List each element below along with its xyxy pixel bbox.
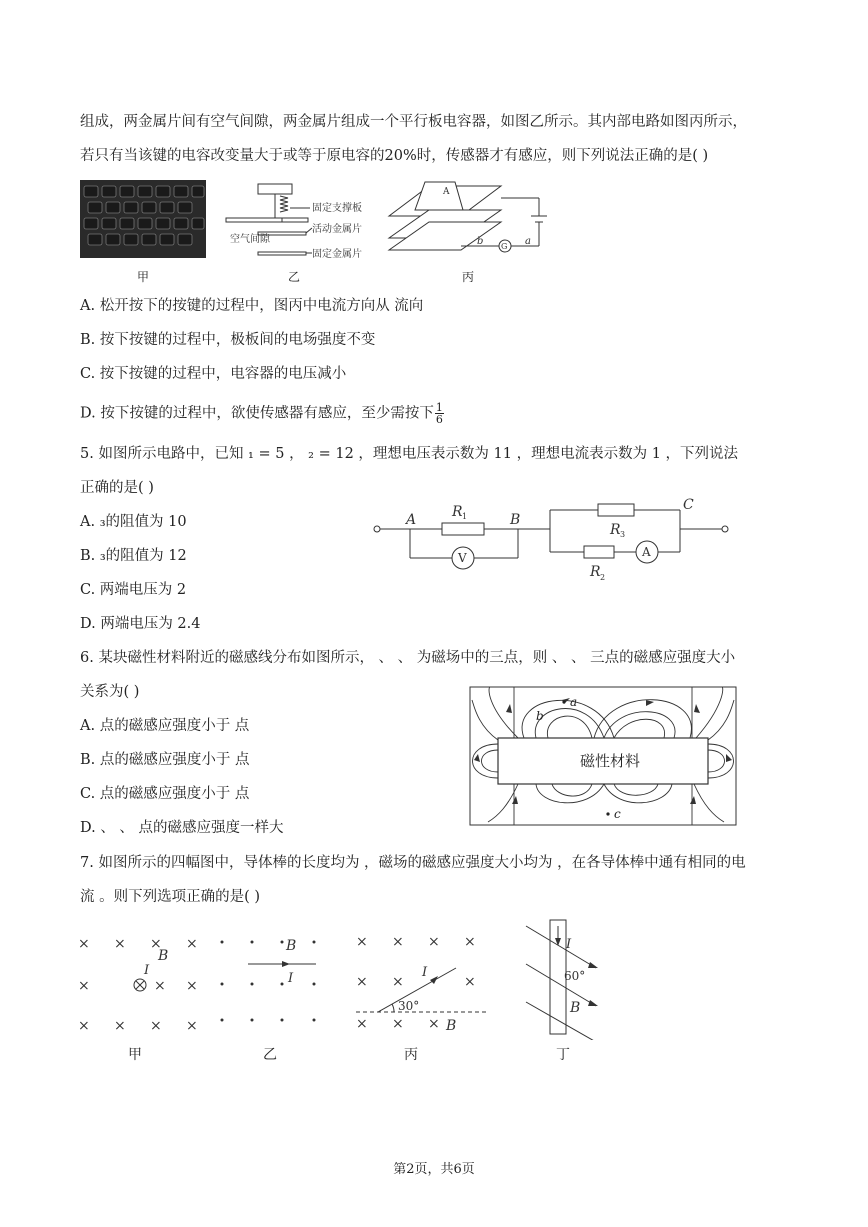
q5-option-b: B. ₃的阻值为 12	[80, 548, 187, 564]
q4-intro-line1: 组成，两金属片间有空气间隙，两金属片组成一个平行板电容器，如图乙所示。其内部电路如图丙所示，	[80, 114, 747, 130]
svg-text:×: ×	[78, 936, 90, 952]
svg-text:×: ×	[150, 936, 162, 952]
q7-angle-30: 30°	[398, 999, 420, 1013]
q6-option-b: B. 点的磁感应强度小于 点	[80, 752, 250, 768]
r1-label: R	[452, 504, 463, 520]
q7-caption-ding: 丁	[556, 1047, 570, 1063]
q4-option-b: B. 按下按键的过程中，极板间的电场强度不变	[80, 332, 376, 348]
q6-option-a: A. 点的磁感应强度小于 点	[80, 718, 250, 734]
q7-bing-I-label: I	[422, 965, 428, 980]
ammeter-label: A	[642, 545, 651, 559]
fig2-label-support: 固定支撑板	[312, 203, 362, 214]
page-footer: 第2页，共6页	[393, 1162, 475, 1177]
capacitor-key-diagram	[222, 180, 372, 260]
svg-text:×: ×	[78, 1018, 90, 1034]
svg-text:×: ×	[186, 978, 198, 994]
q7-fig-ding	[520, 918, 610, 1040]
svg-text:×: ×	[150, 1018, 162, 1034]
point-b-label: b	[536, 709, 544, 723]
r1-subscript: 1	[462, 512, 468, 521]
q7-yi-I-label: I	[288, 971, 294, 986]
fig-caption-yi: 乙	[288, 270, 301, 284]
node-B: B	[510, 512, 521, 528]
fig2-label-fixed: 固定金属片	[312, 249, 362, 260]
point-a-label: a	[570, 695, 578, 709]
node-C: C	[683, 497, 694, 513]
svg-text:×: ×	[186, 1018, 198, 1034]
q7-jia-B-label: B	[158, 948, 169, 964]
q7-caption-jia: 甲	[128, 1047, 142, 1063]
q5-stem-line1: 5. 如图所示电路中，已知 ₁ = 5 ， ₂ = 12 ，理想电压表示数为 11 ，理想电流表示数为 1 ，下列说法	[80, 446, 739, 462]
fig2-label-moving: 活动金属片	[312, 224, 362, 235]
q7-caption-bing: 丙	[404, 1047, 418, 1063]
svg-text:×: ×	[114, 1018, 126, 1034]
q7-jia-I-label: I	[144, 963, 150, 978]
svg-text:×: ×	[392, 934, 404, 950]
fig-caption-bing: 丙	[462, 270, 475, 284]
voltmeter-label: V	[458, 551, 467, 565]
svg-text:×: ×	[464, 934, 476, 950]
resistor-circuit-diagram	[372, 496, 732, 596]
q7-stem-line2: 流 。则下列选项正确的是( )	[80, 889, 261, 905]
svg-text:×: ×	[114, 936, 126, 952]
node-A: A	[406, 512, 417, 528]
svg-text:×: ×	[464, 974, 476, 990]
r3-label: R	[610, 522, 621, 538]
svg-text:×: ×	[186, 936, 198, 952]
q5-option-d: D. 两端电压为 2.4	[80, 616, 201, 632]
svg-text:×: ×	[392, 974, 404, 990]
q6-stem-line2: 关系为( )	[80, 684, 140, 700]
fig3-label-A: A	[443, 187, 450, 197]
point-c-label: c	[614, 807, 621, 821]
fig-caption-jia: 甲	[137, 270, 150, 284]
svg-text:×: ×	[356, 934, 368, 950]
svg-text:×: ×	[356, 1016, 368, 1032]
svg-text:×: ×	[428, 934, 440, 950]
svg-text:×: ×	[356, 974, 368, 990]
fig3-label-a: a	[525, 236, 531, 247]
q7-fig-yi	[212, 928, 332, 1038]
galvanometer-label: G	[501, 242, 508, 251]
q7-bing-B-label: B	[446, 1018, 457, 1034]
fraction-one-sixth: $\frac{1}{6}$	[435, 401, 443, 426]
magnetic-field-diagram	[468, 686, 740, 830]
r2-subscript: 2	[600, 573, 606, 582]
svg-text:×: ×	[154, 978, 166, 994]
q7-fig-bing	[350, 928, 500, 1038]
q4-option-a: A. 松开按下的按键的过程中，图丙中电流方向从 流向	[80, 298, 424, 314]
q7-angle-60: 60°	[564, 969, 586, 983]
q7-ding-I-label: I	[566, 937, 572, 952]
q5-option-a: A. ₃的阻值为 10	[80, 514, 187, 530]
q5-option-c: C. 两端电压为 2	[80, 582, 187, 598]
q6-option-d: D. 、 、 点的磁感应强度一样大	[80, 820, 284, 836]
svg-text:×: ×	[78, 978, 90, 994]
r3-subscript: 3	[620, 530, 626, 539]
q7-fig-jia	[72, 928, 212, 1038]
q5-stem-line2: 正确的是( )	[80, 480, 154, 496]
q7-ding-B-label: B	[570, 1000, 581, 1016]
magnetic-material-label: 磁性材料	[580, 752, 641, 770]
q6-option-c: C. 点的磁感应强度小于 点	[80, 786, 250, 802]
r2-label: R	[590, 564, 601, 580]
svg-text:×: ×	[392, 1016, 404, 1032]
capacitor-circuit-diagram	[385, 176, 560, 260]
q7-yi-B-label: B	[286, 938, 297, 954]
q4-option-c: C. 按下按键的过程中，电容器的电压减小	[80, 366, 347, 382]
q7-stem-line1: 7. 如图所示的四幅图中，导体棒的长度均为 ，磁场的磁感应强度大小均为 ，在各导体棒中通有相同的电	[80, 855, 746, 871]
q4-option-d: D. 按下按键的过程中，欲使传感器有感应，至少需按下 $\frac{1}{6}$	[80, 401, 443, 426]
q4-intro-line2: 若只有当该键的电容改变量大于或等于原电容的20%时，传感器才有感应，则下列说法正确的是( )	[80, 148, 709, 164]
fig3-label-b: b	[477, 236, 484, 247]
q6-stem-line1: 6. 某块磁性材料附近的磁感线分布如图所示， 、 、 为磁场中的三点，则 、 、 三点的磁感应强度大小	[80, 650, 736, 666]
fig2-label-gap: 空气间隙	[230, 234, 270, 245]
keyboard-photo	[80, 180, 206, 258]
q7-caption-yi: 乙	[263, 1047, 277, 1063]
svg-text:×: ×	[428, 1016, 440, 1032]
